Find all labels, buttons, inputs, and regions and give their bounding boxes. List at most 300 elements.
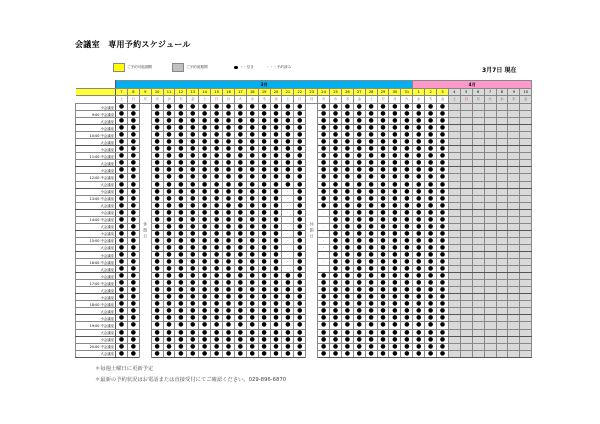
vacant-cell[interactable]: ● [258,153,270,160]
vacant-cell[interactable]: ● [223,237,235,244]
vacant-cell[interactable]: ● [389,237,401,244]
vacant-cell[interactable]: ● [199,181,211,188]
vacant-cell[interactable]: ● [330,308,342,315]
vacant-cell[interactable]: ● [318,195,330,202]
vacant-cell[interactable]: ● [234,322,246,329]
vacant-cell[interactable]: ● [353,104,365,111]
vacant-cell[interactable]: ● [127,216,139,223]
vacant-cell[interactable]: ● [127,181,139,188]
vacant-cell[interactable]: ● [318,181,330,188]
vacant-cell[interactable]: ● [330,251,342,258]
vacant-cell[interactable]: ● [330,322,342,329]
vacant-cell[interactable]: ● [389,315,401,322]
vacant-cell[interactable]: ● [365,266,377,273]
vacant-cell[interactable]: ● [187,160,199,167]
vacant-cell[interactable]: ● [187,202,199,209]
vacant-cell[interactable]: ● [223,315,235,322]
vacant-cell[interactable]: ● [127,294,139,301]
vacant-cell[interactable]: ● [282,104,294,111]
vacant-cell[interactable]: ● [330,287,342,294]
vacant-cell[interactable]: ● [163,343,175,350]
vacant-cell[interactable]: ● [270,139,282,146]
vacant-cell[interactable]: ● [330,209,342,216]
vacant-cell[interactable]: ● [175,195,187,202]
vacant-cell[interactable]: ● [223,181,235,188]
vacant-cell[interactable]: ● [246,118,258,125]
vacant-cell[interactable]: ● [318,329,330,336]
vacant-cell[interactable]: ● [199,237,211,244]
vacant-cell[interactable]: ● [151,118,163,125]
vacant-cell[interactable]: ● [413,259,425,266]
vacant-cell[interactable]: ● [401,160,413,167]
vacant-cell[interactable]: ● [151,294,163,301]
vacant-cell[interactable]: ● [318,336,330,343]
vacant-cell[interactable]: ● [389,118,401,125]
vacant-cell[interactable]: ● [377,350,389,357]
vacant-cell[interactable]: ● [318,167,330,174]
vacant-cell[interactable]: ● [365,350,377,357]
vacant-cell[interactable]: ● [246,244,258,251]
vacant-cell[interactable]: ● [401,308,413,315]
vacant-cell[interactable]: ● [318,343,330,350]
booked-cell[interactable]: ・ [282,266,294,273]
vacant-cell[interactable]: ● [223,118,235,125]
vacant-cell[interactable]: ● [223,266,235,273]
vacant-cell[interactable]: ● [163,202,175,209]
vacant-cell[interactable]: ● [127,188,139,195]
vacant-cell[interactable]: ● [437,174,449,181]
vacant-cell[interactable]: ● [151,259,163,266]
vacant-cell[interactable]: ● [353,329,365,336]
vacant-cell[interactable]: ● [211,111,223,118]
vacant-cell[interactable]: ● [211,202,223,209]
vacant-cell[interactable]: ● [341,153,353,160]
vacant-cell[interactable]: ● [437,146,449,153]
vacant-cell[interactable]: ● [187,237,199,244]
vacant-cell[interactable]: ● [294,301,306,308]
vacant-cell[interactable]: ● [234,280,246,287]
vacant-cell[interactable]: ● [413,167,425,174]
vacant-cell[interactable]: ● [199,132,211,139]
vacant-cell[interactable]: ● [401,244,413,251]
booked-cell[interactable]: ・ [282,237,294,244]
vacant-cell[interactable]: ● [341,343,353,350]
vacant-cell[interactable]: ● [413,111,425,118]
vacant-cell[interactable]: ● [377,294,389,301]
vacant-cell[interactable]: ● [353,280,365,287]
vacant-cell[interactable]: ● [365,104,377,111]
vacant-cell[interactable]: ● [389,301,401,308]
vacant-cell[interactable]: ● [294,209,306,216]
booked-cell[interactable]: ・ [318,237,330,244]
vacant-cell[interactable]: ● [246,216,258,223]
vacant-cell[interactable]: ● [282,322,294,329]
vacant-cell[interactable]: ● [258,273,270,280]
vacant-cell[interactable]: ● [258,280,270,287]
vacant-cell[interactable]: ● [151,202,163,209]
vacant-cell[interactable]: ● [425,280,437,287]
vacant-cell[interactable]: ● [353,315,365,322]
vacant-cell[interactable]: ● [211,350,223,357]
vacant-cell[interactable]: ● [365,343,377,350]
vacant-cell[interactable]: ● [425,223,437,230]
vacant-cell[interactable]: ● [151,153,163,160]
vacant-cell[interactable]: ● [413,308,425,315]
vacant-cell[interactable]: ● [234,266,246,273]
vacant-cell[interactable]: ● [377,104,389,111]
vacant-cell[interactable]: ● [377,251,389,258]
vacant-cell[interactable]: ● [282,273,294,280]
vacant-cell[interactable]: ● [341,237,353,244]
vacant-cell[interactable]: ● [246,294,258,301]
vacant-cell[interactable]: ● [246,139,258,146]
vacant-cell[interactable]: ● [437,160,449,167]
vacant-cell[interactable]: ● [353,343,365,350]
vacant-cell[interactable]: ● [187,167,199,174]
booked-cell[interactable]: ・ [282,259,294,266]
vacant-cell[interactable]: ● [318,125,330,132]
vacant-cell[interactable]: ● [341,280,353,287]
vacant-cell[interactable]: ● [151,237,163,244]
vacant-cell[interactable]: ● [401,336,413,343]
vacant-cell[interactable]: ● [282,111,294,118]
vacant-cell[interactable]: ● [401,174,413,181]
vacant-cell[interactable]: ● [187,343,199,350]
vacant-cell[interactable]: ● [187,209,199,216]
vacant-cell[interactable]: ● [151,146,163,153]
vacant-cell[interactable]: ● [175,244,187,251]
vacant-cell[interactable]: ● [211,237,223,244]
vacant-cell[interactable]: ● [270,244,282,251]
vacant-cell[interactable]: ● [330,223,342,230]
vacant-cell[interactable]: ● [389,223,401,230]
vacant-cell[interactable]: ● [187,153,199,160]
vacant-cell[interactable]: ● [353,125,365,132]
vacant-cell[interactable]: ● [175,336,187,343]
vacant-cell[interactable]: ● [413,301,425,308]
vacant-cell[interactable]: ● [389,350,401,357]
vacant-cell[interactable]: ● [127,244,139,251]
vacant-cell[interactable]: ● [187,350,199,357]
vacant-cell[interactable]: ● [151,111,163,118]
vacant-cell[interactable]: ● [330,266,342,273]
vacant-cell[interactable]: ● [234,209,246,216]
vacant-cell[interactable]: ● [127,336,139,343]
vacant-cell[interactable]: ● [282,294,294,301]
vacant-cell[interactable]: ● [234,111,246,118]
vacant-cell[interactable]: ● [151,301,163,308]
vacant-cell[interactable]: ● [175,181,187,188]
vacant-cell[interactable]: ● [175,301,187,308]
vacant-cell[interactable]: ● [353,237,365,244]
vacant-cell[interactable]: ● [127,251,139,258]
vacant-cell[interactable]: ● [389,202,401,209]
vacant-cell[interactable]: ● [223,188,235,195]
vacant-cell[interactable]: ● [353,273,365,280]
vacant-cell[interactable]: ● [294,118,306,125]
vacant-cell[interactable]: ● [413,329,425,336]
vacant-cell[interactable]: ● [437,329,449,336]
vacant-cell[interactable]: ● [175,167,187,174]
vacant-cell[interactable]: ● [282,343,294,350]
vacant-cell[interactable]: ● [377,273,389,280]
vacant-cell[interactable]: ● [341,209,353,216]
vacant-cell[interactable]: ● [163,230,175,237]
vacant-cell[interactable]: ● [270,294,282,301]
vacant-cell[interactable]: ● [151,329,163,336]
vacant-cell[interactable]: ● [187,118,199,125]
vacant-cell[interactable]: ● [163,160,175,167]
vacant-cell[interactable]: ● [187,315,199,322]
vacant-cell[interactable]: ● [318,273,330,280]
vacant-cell[interactable]: ● [377,167,389,174]
vacant-cell[interactable]: ● [246,329,258,336]
vacant-cell[interactable]: ● [413,266,425,273]
vacant-cell[interactable]: ● [234,104,246,111]
vacant-cell[interactable]: ● [116,259,128,266]
vacant-cell[interactable]: ● [246,280,258,287]
vacant-cell[interactable]: ● [401,273,413,280]
vacant-cell[interactable]: ● [258,287,270,294]
vacant-cell[interactable]: ● [401,202,413,209]
vacant-cell[interactable]: ● [199,118,211,125]
vacant-cell[interactable]: ● [199,111,211,118]
vacant-cell[interactable]: ● [389,167,401,174]
vacant-cell[interactable]: ● [377,301,389,308]
vacant-cell[interactable]: ● [341,273,353,280]
vacant-cell[interactable]: ● [270,230,282,237]
vacant-cell[interactable]: ● [365,146,377,153]
vacant-cell[interactable]: ● [211,322,223,329]
vacant-cell[interactable]: ● [187,223,199,230]
vacant-cell[interactable]: ● [223,174,235,181]
vacant-cell[interactable]: ● [389,153,401,160]
vacant-cell[interactable]: ● [294,329,306,336]
vacant-cell[interactable]: ● [330,280,342,287]
vacant-cell[interactable]: ● [211,251,223,258]
vacant-cell[interactable]: ● [318,301,330,308]
vacant-cell[interactable]: ● [151,343,163,350]
vacant-cell[interactable]: ● [211,195,223,202]
vacant-cell[interactable]: ● [187,280,199,287]
vacant-cell[interactable]: ● [116,139,128,146]
vacant-cell[interactable]: ● [318,280,330,287]
vacant-cell[interactable]: ● [163,209,175,216]
vacant-cell[interactable]: ● [258,146,270,153]
vacant-cell[interactable]: ● [413,139,425,146]
vacant-cell[interactable]: ● [187,132,199,139]
vacant-cell[interactable]: ● [163,308,175,315]
vacant-cell[interactable]: ● [234,216,246,223]
vacant-cell[interactable]: ● [246,301,258,308]
vacant-cell[interactable]: ● [270,174,282,181]
vacant-cell[interactable]: ● [377,336,389,343]
vacant-cell[interactable]: ● [163,195,175,202]
vacant-cell[interactable]: ● [116,188,128,195]
vacant-cell[interactable]: ● [151,280,163,287]
vacant-cell[interactable]: ● [211,160,223,167]
vacant-cell[interactable]: ● [116,118,128,125]
vacant-cell[interactable]: ● [401,167,413,174]
vacant-cell[interactable]: ● [437,280,449,287]
vacant-cell[interactable]: ● [151,287,163,294]
vacant-cell[interactable]: ● [389,146,401,153]
vacant-cell[interactable]: ● [437,322,449,329]
vacant-cell[interactable]: ● [425,237,437,244]
vacant-cell[interactable]: ● [389,160,401,167]
vacant-cell[interactable]: ● [246,230,258,237]
vacant-cell[interactable]: ● [377,230,389,237]
vacant-cell[interactable]: ● [377,146,389,153]
vacant-cell[interactable]: ● [246,266,258,273]
vacant-cell[interactable]: ● [116,104,128,111]
vacant-cell[interactable]: ● [258,118,270,125]
vacant-cell[interactable]: ● [401,111,413,118]
vacant-cell[interactable]: ● [294,195,306,202]
vacant-cell[interactable]: ● [365,280,377,287]
vacant-cell[interactable]: ● [116,322,128,329]
vacant-cell[interactable]: ● [258,104,270,111]
vacant-cell[interactable]: ● [341,111,353,118]
vacant-cell[interactable]: ● [330,273,342,280]
vacant-cell[interactable]: ● [116,237,128,244]
vacant-cell[interactable]: ● [413,216,425,223]
vacant-cell[interactable]: ● [199,146,211,153]
vacant-cell[interactable]: ● [116,273,128,280]
vacant-cell[interactable]: ● [246,111,258,118]
vacant-cell[interactable]: ● [330,118,342,125]
vacant-cell[interactable]: ● [163,216,175,223]
vacant-cell[interactable]: ● [234,230,246,237]
vacant-cell[interactable]: ● [365,294,377,301]
vacant-cell[interactable]: ● [127,315,139,322]
vacant-cell[interactable]: ● [116,111,128,118]
vacant-cell[interactable]: ● [365,259,377,266]
vacant-cell[interactable]: ● [365,181,377,188]
vacant-cell[interactable]: ● [258,259,270,266]
vacant-cell[interactable]: ● [270,188,282,195]
booked-cell[interactable]: ・ [318,216,330,223]
vacant-cell[interactable]: ● [365,308,377,315]
vacant-cell[interactable]: ● [341,118,353,125]
vacant-cell[interactable]: ● [282,280,294,287]
vacant-cell[interactable]: ● [377,280,389,287]
vacant-cell[interactable]: ● [211,336,223,343]
vacant-cell[interactable]: ● [341,308,353,315]
vacant-cell[interactable]: ● [199,202,211,209]
vacant-cell[interactable]: ● [127,104,139,111]
vacant-cell[interactable]: ● [294,287,306,294]
vacant-cell[interactable]: ● [401,251,413,258]
vacant-cell[interactable]: ● [377,343,389,350]
vacant-cell[interactable]: ● [270,209,282,216]
vacant-cell[interactable]: ● [389,273,401,280]
vacant-cell[interactable]: ● [187,266,199,273]
vacant-cell[interactable]: ● [294,266,306,273]
vacant-cell[interactable]: ● [413,280,425,287]
vacant-cell[interactable]: ● [365,273,377,280]
vacant-cell[interactable]: ● [211,139,223,146]
vacant-cell[interactable]: ● [318,104,330,111]
vacant-cell[interactable]: ● [425,209,437,216]
vacant-cell[interactable]: ● [258,237,270,244]
vacant-cell[interactable]: ● [234,146,246,153]
vacant-cell[interactable]: ● [330,167,342,174]
vacant-cell[interactable]: ● [199,153,211,160]
vacant-cell[interactable]: ● [437,125,449,132]
vacant-cell[interactable]: ● [413,174,425,181]
vacant-cell[interactable]: ● [353,209,365,216]
vacant-cell[interactable]: ● [234,174,246,181]
vacant-cell[interactable]: ● [175,188,187,195]
vacant-cell[interactable]: ● [353,230,365,237]
vacant-cell[interactable]: ● [211,223,223,230]
vacant-cell[interactable]: ● [413,153,425,160]
vacant-cell[interactable]: ● [246,160,258,167]
vacant-cell[interactable]: ● [187,216,199,223]
vacant-cell[interactable]: ● [151,174,163,181]
vacant-cell[interactable]: ● [437,230,449,237]
vacant-cell[interactable]: ● [199,139,211,146]
vacant-cell[interactable]: ● [425,336,437,343]
vacant-cell[interactable]: ● [211,153,223,160]
vacant-cell[interactable]: ● [211,118,223,125]
vacant-cell[interactable]: ● [258,230,270,237]
vacant-cell[interactable]: ● [318,322,330,329]
vacant-cell[interactable]: ● [341,251,353,258]
vacant-cell[interactable]: ● [413,273,425,280]
vacant-cell[interactable]: ● [163,287,175,294]
vacant-cell[interactable]: ● [246,202,258,209]
vacant-cell[interactable]: ● [341,294,353,301]
vacant-cell[interactable]: ● [234,308,246,315]
vacant-cell[interactable]: ● [246,146,258,153]
vacant-cell[interactable]: ● [330,301,342,308]
vacant-cell[interactable]: ● [377,111,389,118]
vacant-cell[interactable]: ● [163,174,175,181]
vacant-cell[interactable]: ● [116,251,128,258]
vacant-cell[interactable]: ● [163,146,175,153]
vacant-cell[interactable]: ● [234,167,246,174]
vacant-cell[interactable]: ● [389,111,401,118]
vacant-cell[interactable]: ● [211,216,223,223]
vacant-cell[interactable]: ● [282,167,294,174]
vacant-cell[interactable]: ● [425,188,437,195]
vacant-cell[interactable]: ● [365,118,377,125]
vacant-cell[interactable]: ● [246,181,258,188]
vacant-cell[interactable]: ● [163,266,175,273]
vacant-cell[interactable]: ● [401,223,413,230]
vacant-cell[interactable]: ● [199,315,211,322]
vacant-cell[interactable]: ● [365,139,377,146]
vacant-cell[interactable]: ● [294,294,306,301]
vacant-cell[interactable]: ● [151,188,163,195]
vacant-cell[interactable]: ● [389,244,401,251]
vacant-cell[interactable]: ● [163,188,175,195]
vacant-cell[interactable]: ● [341,160,353,167]
vacant-cell[interactable]: ● [151,132,163,139]
vacant-cell[interactable]: ● [341,266,353,273]
vacant-cell[interactable]: ● [258,174,270,181]
vacant-cell[interactable]: ● [234,301,246,308]
vacant-cell[interactable]: ● [318,146,330,153]
vacant-cell[interactable]: ● [151,336,163,343]
vacant-cell[interactable]: ● [151,167,163,174]
vacant-cell[interactable]: ● [270,308,282,315]
vacant-cell[interactable]: ● [365,237,377,244]
vacant-cell[interactable]: ● [294,125,306,132]
vacant-cell[interactable]: ● [199,280,211,287]
